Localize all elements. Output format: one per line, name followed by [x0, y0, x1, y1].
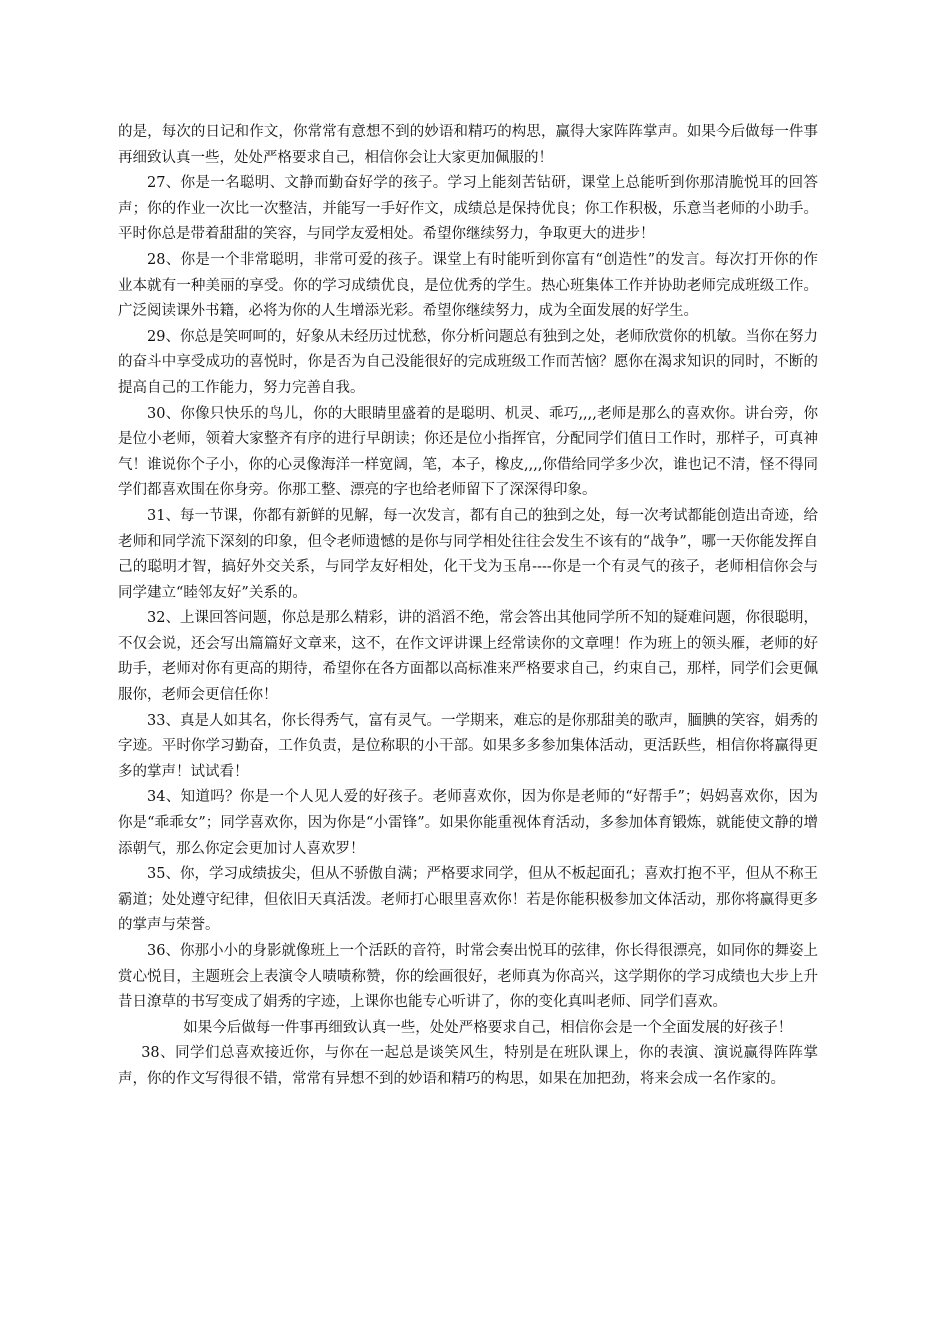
- paragraph-32: 32、上课回答问题，你总是那么精彩，讲的滔滔不绝，常会答出其他同学所不知的疑难问题，你很聪明，不仅会说，还会写出篇篇好文章来，这不，在作文评讲课上经常读你的文章哩！作为班上的领头雁，老师的好助手，老师对你有更高的期待，希望你在各方面都以高标准来严格要求自己，约束自己，那样，同学们会更佩服你，老师会更信任你！: [118, 610, 818, 704]
- paragraph-30: 30、你像只快乐的鸟儿，你的大眼睛里盛着的是聪明、机灵、乖巧,,,,老师是那么的喜欢你。讲台旁，你是位小老师，领着大家整齐有序的进行早朗读；你还是位小指挥官，分配同学们值日工作时，那样子，可真神气！谁说你个子小，你的心灵像海洋一样宽阔，笔，本子，橡皮,,,,你借给同学多少次，谁也记不清，怪不得同学们都喜欢围在你身旁。你那工整、漂亮的字也给老师留下了深深得印象。: [118, 405, 818, 499]
- paragraph-34: 34、知道吗？你是一个人见人爱的好孩子。老师喜欢你，因为你是老师的“好帮手”；妈妈喜欢你，因为你是“乖乖女”；同学喜欢你，因为你是“小雷锋”。如果你能重视体育活动，多参加体育锻炼，就能使文静的增添朝气，那么你定会更加讨人喜欢罗！: [118, 789, 818, 857]
- paragraph-31: 31、每一节课，你都有新鲜的见解，每一次发言，都有自己的独到之处，每一次考试都能创造出奇迹，给老师和同学流下深刻的印象，但令老师遗憾的是你与同学相处往往会发生不该有的“战争”，哪一天你能发挥自己的聪明才智，搞好外交关系，与同学友好相处，化干戈为玉帛----你是一个有灵气的孩子，老师相信你会与同学建立“睦邻友好”关系的。: [118, 507, 818, 601]
- paragraph-29: 29、你总是笑呵呵的，好象从未经历过忧愁，你分析问题总有独到之处，老师欣赏你的机敏。当你在努力的奋斗中享受成功的喜悦时，你是否为自己没能很好的完成班级工作而苦恼？愿你在渴求知识的同时，不断的提高自己的工作能力，努力完善自我。: [118, 328, 818, 396]
- paragraph-27: 27、你是一名聪明、文静而勤奋好学的孩子。学习上能刻苦钻研，课堂上总能听到你那清脆悦耳的回答声；你的作业一次比一次整洁，并能写一手好作文，成绩总是保持优良；你工作积极，乐意当老师的小助手。平时你总是带着甜甜的笑容，与同学友爱相处。希望你继续努力，争取更大的进步！: [118, 175, 818, 243]
- paragraph-continuation: 的是，每次的日记和作文，你常常有意想不到的妙语和精巧的构思，赢得大家阵阵掌声。如果今后做每一件事再细致认真一些，处处严格要求自己，相信你会让大家更加佩服的！: [118, 124, 818, 166]
- paragraph-38: 38、同学们总喜欢接近你，与你在一起总是谈笑风生，特别是在班队课上，你的表演、演说赢得阵阵掌声，你的作文写得很不错，常常有异想不到的妙语和精巧的构思，如果在加把劲，将来会成一名作家的。: [118, 1045, 818, 1087]
- paragraph-36: 36、你那小小的身影就像班上一个活跃的音符，时常会奏出悦耳的弦律，你长得很漂亮，如同你的舞姿上赏心悦目，主题班会上表演令人啧啧称赞，你的绘画很好，老师真为你高兴，这学期你的学习成绩也大步上升昔日潦草的书写变成了娟秀的字迹，上课你也能专心听讲了，你的变化真叫老师、同学们喜欢。: [118, 943, 818, 1011]
- document-body: [118, 120, 818, 1093]
- paragraph-33: 33、真是人如其名，你长得秀气，富有灵气。一学期来，难忘的是你那甜美的歌声，腼腆的笑容，娟秀的字迹。平时你学习勤奋，工作负责，是位称职的小干部。如果多多参加集体活动，更活跃些，相信你将赢得更多的掌声！试试看！: [118, 712, 818, 780]
- paragraph-28: 28、你是一个非常聪明，非常可爱的孩子。课堂上有时能听到你富有“创造性”的发言。每次打开你的作业本就有一种美丽的享受。你的学习成绩优良，是位优秀的学生。热心班集体工作并协助老师完成班级工作。广泛阅读课外书籍，必将为你的人生增添光彩。希望你继续努力，成为全面发展的好学生。: [118, 251, 818, 320]
- paragraph-35: 35、你，学习成绩拔尖，但从不骄傲自满；严格要求同学，但从不板起面孔；喜欢打抱不平，但从不称王霸道；处处遵守纪律，但依旧天真活泼。老师打心眼里喜欢你！若是你能积极参加文体活动，那你将赢得更多的掌声与荣誉。: [118, 866, 818, 934]
- paragraph-36-closing: 如果今后做每一件事再细致认真一些，处处严格要求自己，相信你会是一个全面发展的好孩子！: [183, 1019, 793, 1036]
